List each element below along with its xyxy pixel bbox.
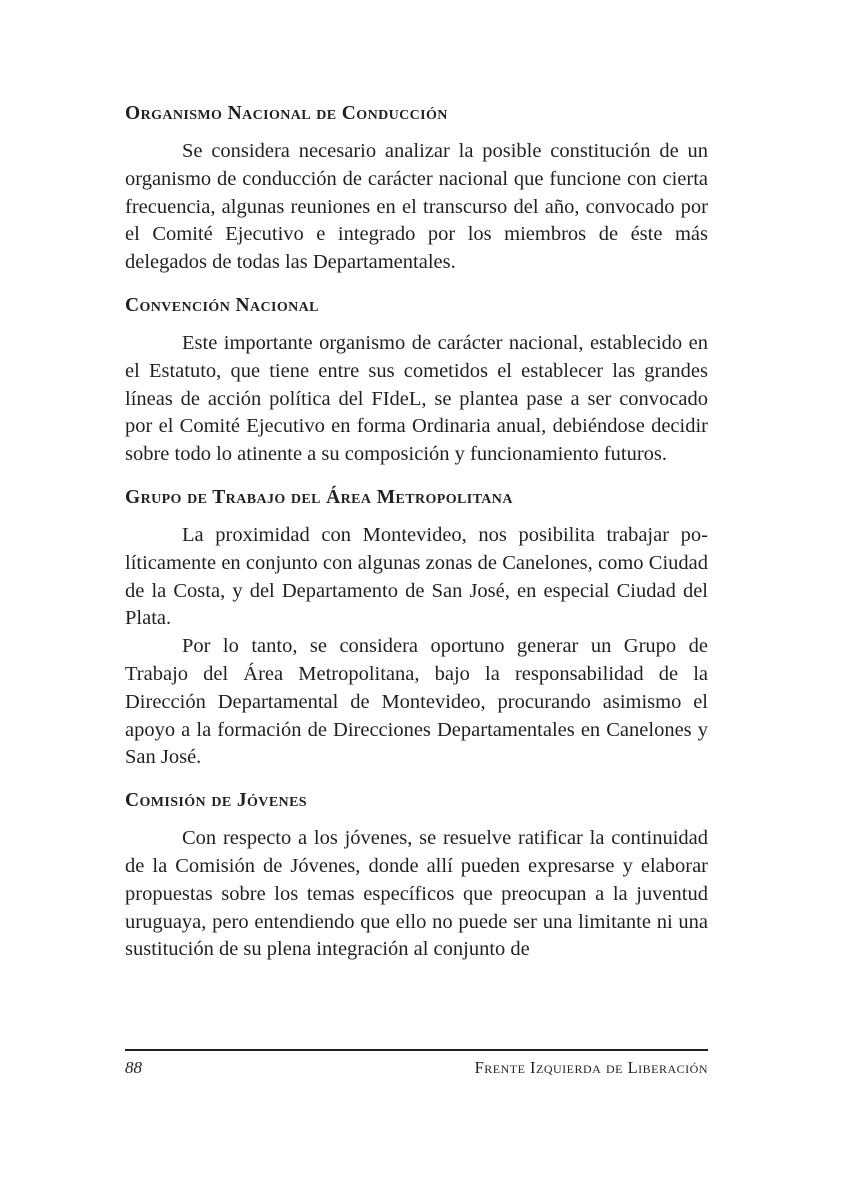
section-heading: Convención Nacional — [125, 294, 319, 316]
paragraph: Este importante organismo de carácter nacional, establecido en el Estatuto, que tiene entre sus cometidos el establecer las grandes líneas de acción política del FIdeL, se plantea pase a ser convocado por el Comité Ejecutivo en forma Ordinaria anual, debiéndose decidir sobre todo lo atinente a su composición y funcionamiento futuros. — [125, 331, 708, 466]
section-heading: Organismo Nacional de Conducción — [125, 103, 448, 124]
section-comision-jovenes — [125, 787, 708, 964]
paragraph: Se considera necesario analizar la posible constitución de un organismo de conducción de carácter nacional que funcione con cierta frecuencia, algunas reuniones en el transcurso del año, convocado por el Comité Ejecutivo e integrado por los miembros de éste más delegados de todas las Departamentales. — [125, 140, 708, 274]
section-organismo-nacional — [125, 100, 708, 277]
page-number: 88 — [125, 1058, 142, 1077]
section-convencion-nacional — [125, 292, 708, 469]
paragraph: Por lo tanto, se considera oportuno generar un Grupo de Trabajo del Área Metropolitana, bajo la responsabilidad de la Dirección Departamental de Montevideo, procurando asimismo el apoyo a la formación de Direcciones Departamentales en Canelones y San José. — [125, 635, 708, 769]
section-heading: Comisión de Jóvenes — [125, 790, 307, 812]
running-title: Frente Izquierda de Liberación — [474, 1058, 708, 1077]
paragraph: Con respecto a los jóvenes, se resuelve ratificar la continuidad de la Comisión de Jóvenes, donde allí pueden expresarse y elaborar propuestas sobre los temas específicos que preocupan a la juventud uruguaya, pero entendiendo que ello no puede ser una limitante ni una sustitución de su plena integración al conjunto de — [125, 827, 708, 961]
section-area-metropolitana — [125, 484, 708, 772]
page-content — [125, 100, 708, 979]
section-heading: Grupo de Trabajo del Área Metropolitana — [125, 486, 513, 508]
paragraph: La proximidad con Montevideo, nos posibilita trabajar políticamente en conjunto con algunas zonas de Canelones, como Ciudad de la Costa, y del Departamento de San José, en especial Ciudad del Plata. — [125, 523, 708, 630]
page-footer — [125, 1049, 708, 1078]
